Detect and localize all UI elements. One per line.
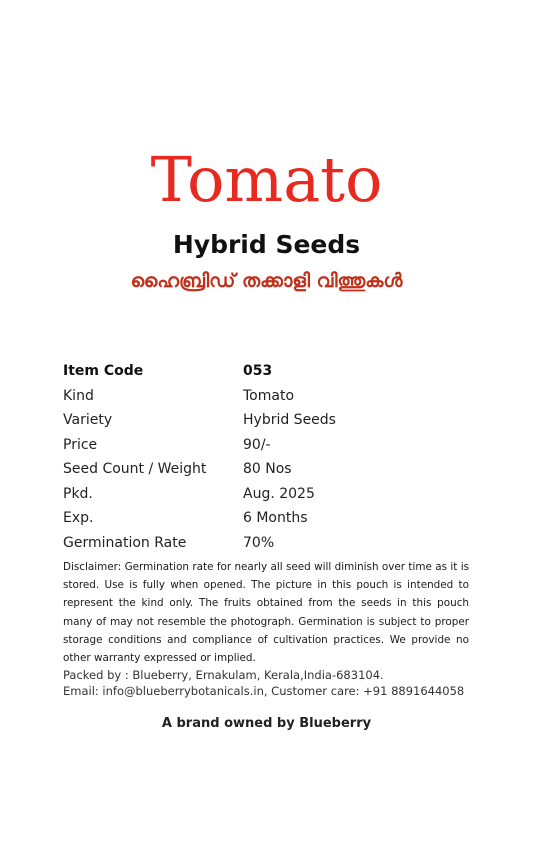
spec-label: Exp. [63, 510, 94, 526]
contact-text: Email: info@blueberrybotanicals.in, Customer care: +91 8891644058 [63, 684, 465, 698]
spec-value: 70% [243, 534, 275, 551]
spec-row-germination-rate [63, 532, 483, 557]
product-subtitle: Hybrid Seeds [172, 230, 361, 259]
packed-by-text: Packed by : Blueberry, Ernakulam, Kerala,India-683104. [63, 668, 384, 682]
brand-line: A brand owned by Blueberry [161, 716, 372, 731]
spec-row-item-code [63, 360, 483, 385]
spec-value: 90/- [243, 436, 271, 453]
spec-label: Kind [63, 387, 94, 404]
spec-label: Pkd. [63, 485, 93, 502]
spec-row-expiry [63, 507, 483, 532]
spec-label: Germination Rate [63, 534, 187, 551]
spec-value: Tomato [243, 387, 295, 404]
spec-label: Variety [63, 412, 113, 428]
spec-row-price [63, 434, 483, 459]
product-title: Tomato [150, 143, 383, 216]
spec-label: Item Code [63, 363, 144, 379]
spec-value: 80 Nos [243, 461, 292, 477]
spec-row-seed-count [63, 458, 483, 483]
spec-value: Hybrid Seeds [243, 412, 336, 428]
product-malayalam-name: ഹൈബ്രിഡ് തക്കാളി വിത്തുകൾ [130, 270, 403, 292]
disclaimer-text: Disclaimer: Germination rate for nearly all seed will diminish over time as it is stored. Use is fully when opened. The picture in this pouch is intended to represent the kind only. The fruits obtained from the seeds in this pouch many of may not resemble the photograph. Germination is subject to proper storage conditions and compliance of cultivation practices. We provide no other warranty expressed or implied. [63, 561, 469, 665]
spec-value: 6 Months [243, 510, 308, 526]
spec-value: Aug. 2025 [243, 485, 315, 502]
spec-row-kind [63, 385, 483, 410]
spec-row-variety [63, 409, 483, 434]
spec-value: 053 [243, 363, 273, 379]
spec-label: Price [63, 436, 98, 453]
spec-label: Seed Count / Weight [63, 461, 207, 477]
spec-table [63, 360, 483, 556]
spec-row-packed-date [63, 483, 483, 508]
